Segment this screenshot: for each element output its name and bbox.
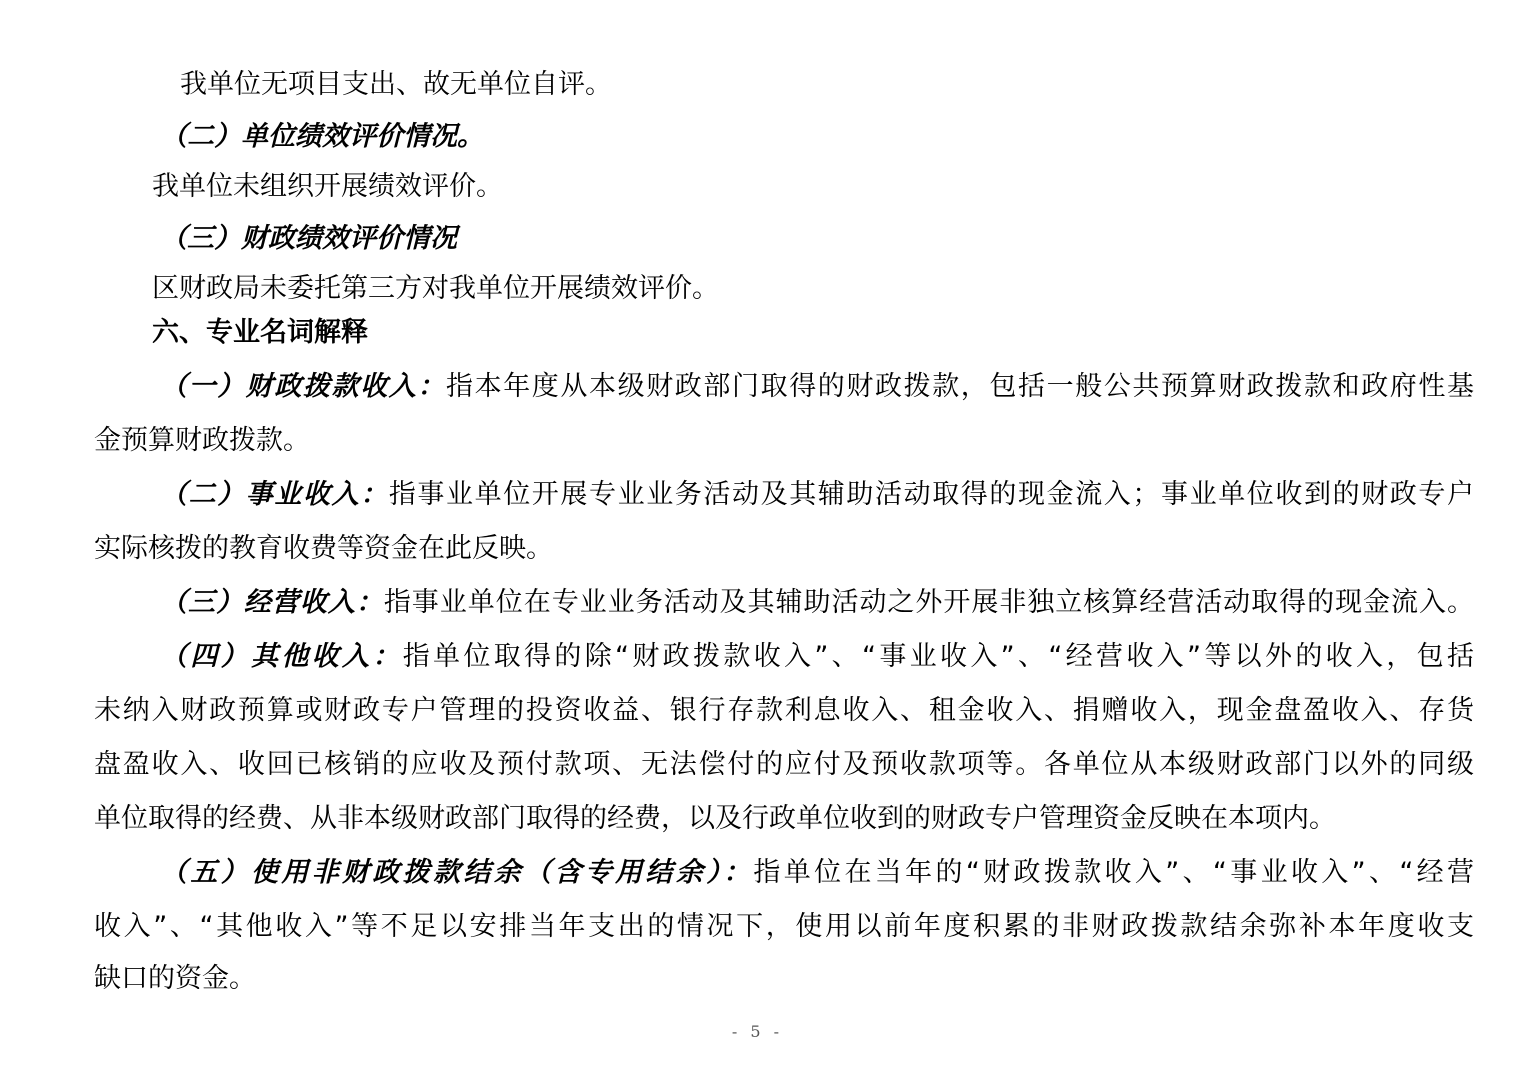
term-4-line-3: 盘盈收入、收回已核销的应收及预付款项、无法偿付的应付及预收款项等。各单位从本级财政部门以外的同级 xyxy=(94,749,1474,780)
term-1-definition: 指本年度从本级财政部门取得的财政拨款，包括一般公共预算财政拨款和政府性基 xyxy=(446,371,1474,402)
page-number: - 5 - xyxy=(731,1022,784,1041)
section-3-heading: （三）财政绩效评价情况 xyxy=(160,223,457,254)
term-4-line-1 xyxy=(94,642,1474,672)
term-1-line-2: 金预算财政拨款。 xyxy=(94,425,310,456)
term-1-label: （一）财政拨款收入： xyxy=(160,371,446,402)
term-2-line-1 xyxy=(94,480,1474,510)
section-6-heading: 六、专业名词解释 xyxy=(152,317,368,348)
section-3-text: 区财政局未委托第三方对我单位开展绩效评价。 xyxy=(152,273,719,304)
section-2-heading: （二）单位绩效评价情况。 xyxy=(160,121,484,152)
term-4-line-2: 未纳入财政预算或财政专户管理的投资收益、银行存款利息收入、租金收入、捐赠收入，现金盘盈收入、存货 xyxy=(94,695,1474,726)
term-4-line-4: 单位取得的经费、从非本级财政部门取得的经费，以及行政单位收到的财政专户管理资金反映在本项内。 xyxy=(94,803,1336,834)
term-2-line-2: 实际核拨的教育收费等资金在此反映。 xyxy=(94,533,553,564)
term-5-line-1 xyxy=(94,858,1474,888)
term-3-definition: 指事业单位在专业业务活动及其辅助活动之外开展非独立核算经营活动取得的现金流入。 xyxy=(383,587,1475,618)
term-1-line-1 xyxy=(94,372,1474,402)
term-4-label: （四）其他收入： xyxy=(160,641,403,672)
term-5-label: （五）使用非财政拨款结余（含专用结余）： xyxy=(160,857,754,888)
term-5-line-2: 收入”、“其他收入”等不足以安排当年支出的情况下，使用以前年度积累的非财政拨款结余弥补本年度收支 xyxy=(94,911,1474,942)
term-2-definition: 指事业单位开展专业业务活动及其辅助活动取得的现金流入；事业单位收到的财政专户 xyxy=(388,479,1475,510)
term-5-line-3: 缺口的资金。 xyxy=(94,963,256,994)
term-3-label: （三）经营收入： xyxy=(160,587,384,618)
term-5-definition: 指单位在当年的“财政拨款收入”、“事业收入”、“经营 xyxy=(753,857,1474,888)
section-2-text: 我单位未组织开展绩效评价。 xyxy=(152,171,503,202)
term-3-line-1 xyxy=(94,588,1474,618)
no-project-expense-text: 我单位无项目支出、故无单位自评。 xyxy=(180,69,612,100)
term-4-definition: 指单位取得的除“财政拨款收入”、“事业收入”、“经营收入”等以外的收入，包括 xyxy=(402,641,1474,672)
term-2-label: （二）事业收入： xyxy=(160,479,389,510)
